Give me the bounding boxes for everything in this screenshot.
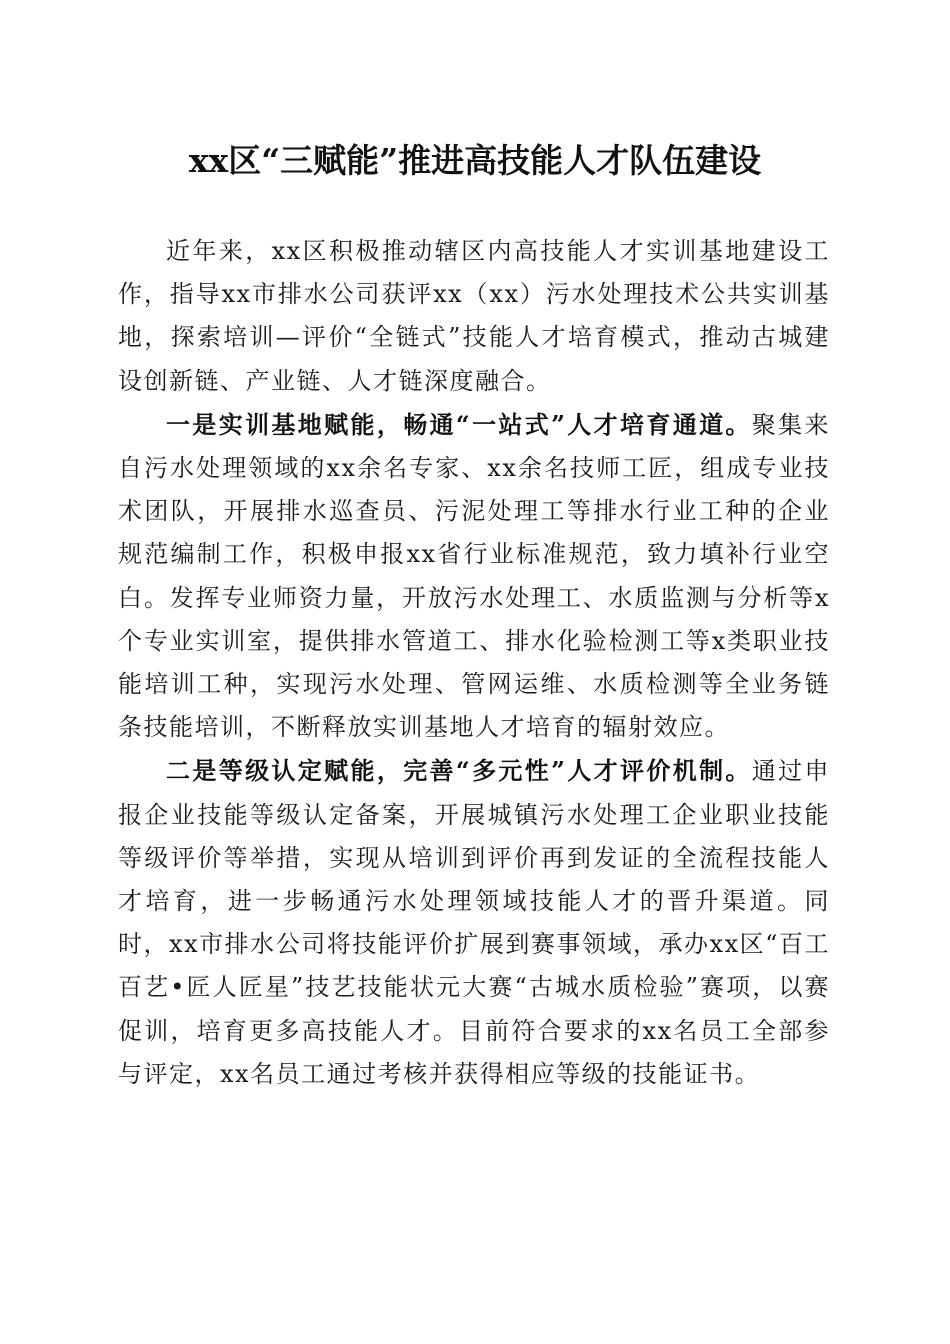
paragraph-training-base [118, 403, 830, 750]
paragraph-intro [118, 230, 830, 403]
paragraph-level-certification-text: 通过申报企业技能等级认定备案，开展城镇污水处理工企业职业技能等级评价等举措，实现从培训到评价再到发证的全流程技能人才培育，进一步畅通污水处理领域技能人才的晋升渠道。同时，xx市排水公司将技能评价扩展到赛事领域，承办xx区“百工百艺•匠人匠星”技艺技能状元大赛“古城水质检验”赛项，以赛促训，培育更多高技能人才。目前符合要求的xx名员工全部参与评定，xx名员工通过考核并获得相应等级的技能证书。 [118, 757, 831, 1088]
paragraph-training-base-heading: 一是实训基地赋能，畅通“一站式”人才培育通道。 [166, 409, 752, 439]
paragraph-level-certification [118, 749, 830, 1096]
paragraph-intro-text: 近年来，xx区积极推动辖区内高技能人才实训基地建设工作，指导xx市排水公司获评xx（xx）污水处理技术公共实训基地，探索培训—评价“全链式”技能人才培育模式，推动古城建设创新链、产业链、人才链深度融合。 [118, 237, 830, 395]
paragraph-level-certification-heading: 二是等级认定赋能，完善“多元性”人才评价机制。 [166, 756, 752, 786]
document-title: xx区“三赋能”推进高技能人才队伍建设 [188, 141, 762, 180]
document-body [118, 230, 830, 1096]
paragraph-training-base-text: 聚集来自污水处理领域的xx余名专家、xx余名技师工匠，组成专业技术团队，开展排水巡查员、污泥处理工等排水行业工种的企业规范编制工作，积极申报xx省行业标准规范，致力填补行业空白。发挥专业师资力量，开放污水处理工、水质监测与分析等x个专业实训室，提供排水管道工、排水化验检测工等x类职业技能培训工种，实现污水处理、管网运维、水质检测等全业务链条技能培训，不断释放实训基地人才培育的辐射效应。 [118, 410, 831, 742]
